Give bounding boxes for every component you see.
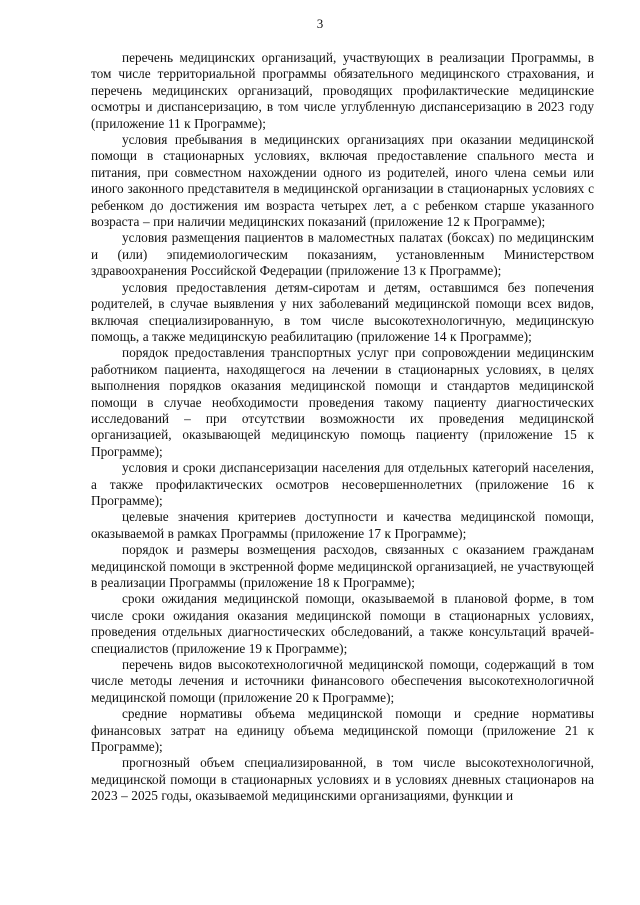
paragraph: перечень медицинских организаций, участвующих в реализации Программы, в том числе территориальной программы обязательного медицинского страхования, и перечень медицинских организаций, проводящих профилактические медицинские осмотры и диспансеризацию, в том числе углубленную диспансеризацию в 2023 году (приложение 11 к Программе); [91,50,594,131]
paragraph: прогнозный объем специализированной, в том числе высокотехнологичной, медицинской помощи в стационарных условиях и в условиях дневных стационаров на 2023 – 2025 годы, оказываемой медицинскими организациями, функции и [91,755,594,804]
paragraph: условия размещения пациентов в маломестных палатах (боксах) по медицинским и (или) эпидемиологическим показаниям, установленным Министерством здравоохранения Российской Федерации (приложение 13 к Программе); [91,230,594,279]
paragraph: сроки ожидания медицинской помощи, оказываемой в плановой форме, в том числе сроки ожидания оказания медицинской помощи в стационарных условиях, проведения отдельных диагностических обследований, а также консультаций врачей-специалистов (приложение 19 к Программе); [91,591,594,656]
document-body [91,50,594,805]
paragraph: перечень видов высокотехнологичной медицинской помощи, содержащий в том числе методы лечения и источники финансового обеспечения высокотехнологичной медицинской помощи (приложение 20 к Программе); [91,657,594,705]
paragraph: условия пребывания в медицинских организациях при оказании медицинской помощи в стационарных условиях, включая предоставление спального места и питания, при совместном нахождении одного из родителей, иного члена семьи или иного законного представителя в медицинской организации в стационарных условиях с ребенком до достижения им возраста четырех лет, а с ребенком старше указанного возраста – при наличии медицинских показаний (приложение 12 к Программе); [91,132,594,230]
paragraph: целевые значения критериев доступности и качества медицинской помощи, оказываемой в рамках Программы (приложение 17 к Программе); [91,509,594,541]
paragraph: порядок предоставления транспортных услуг при сопровождении медицинским работником пациента, находящегося на лечении в стационарных условиях, в целях выполнения порядков оказания медицинской помощи и стандартов медицинской помощи в случае необходимости проведения такому пациенту диагностических исследований – при отсутствии возможности их проведения медицинской организацией, оказывающей медицинскую помощь пациенту (приложение 15 к Программе); [91,345,594,459]
page-number: 3 [316,16,324,31]
paragraph: порядок и размеры возмещения расходов, связанных с оказанием гражданам медицинской помощи в экстренной форме медицинской организацией, не участвующей в реализации Программы (приложение 18 к Программе); [91,542,594,590]
paragraph: средние нормативы объема медицинской помощи и средние нормативы финансовых затрат на единицу объема медицинской помощи (приложение 21 к Программе); [91,706,594,755]
paragraph: условия предоставления детям-сиротам и детям, оставшимся без попечения родителей, в случае выявления у них заболеваний медицинской помощи всех видов, включая специализированную, в том числе высокотехнологичную, медицинскую помощь, а также медицинскую реабилитацию (приложение 14 к Программе); [91,279,594,344]
paragraph: условия и сроки диспансеризации населения для отдельных категорий населения, а также профилактических осмотров несовершеннолетних (приложение 16 к Программе); [91,460,594,508]
